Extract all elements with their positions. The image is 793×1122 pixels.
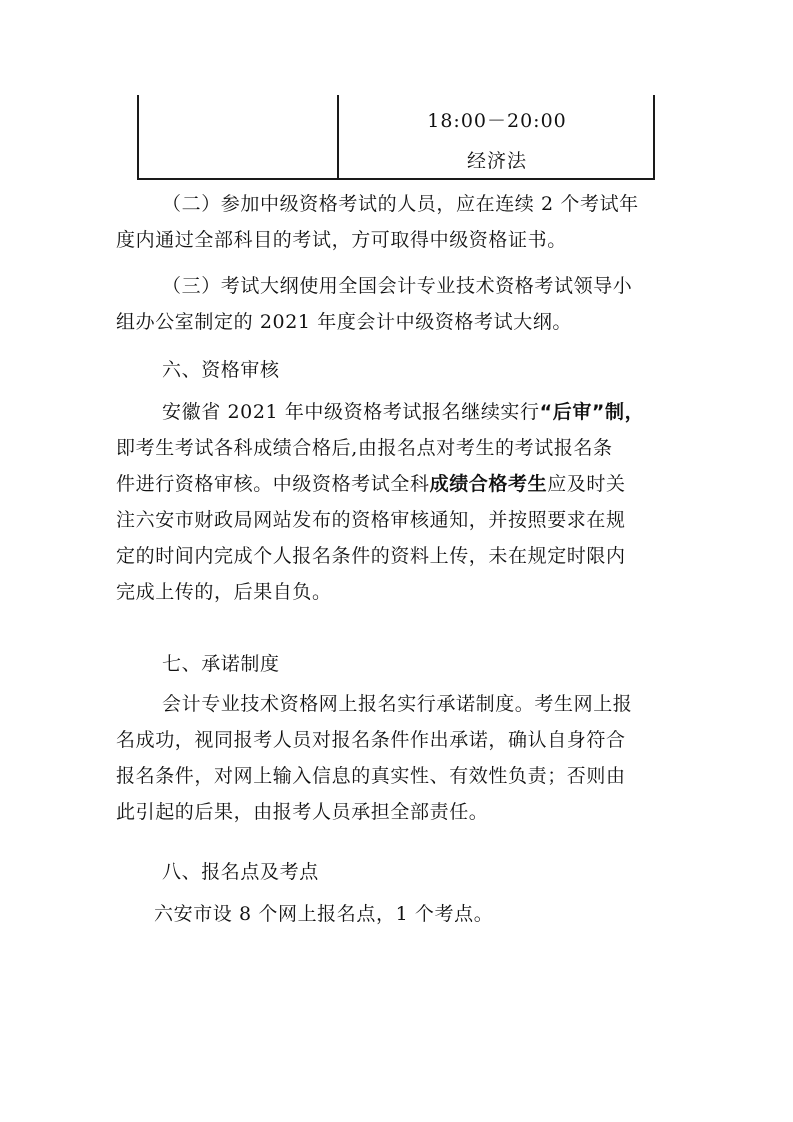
paragraph-3 [116, 268, 632, 340]
section-heading-7: 七、承诺制度 [162, 653, 280, 675]
section-heading-6: 六、资格审核 [162, 359, 280, 381]
paragraph-8: 六安市设 8 个网上报名点，1 个考点。 [154, 903, 494, 925]
paragraph-2 [116, 186, 639, 258]
paragraph-line: 名成功，视同报考人员对报名条件作出承诺，确认自身符合 [116, 729, 626, 751]
paragraph-line: 完成上传的，后果自负。 [116, 581, 332, 603]
paragraph-line: 定的时间内完成个人报名条件的资料上传，未在规定时限内 [116, 545, 626, 567]
emphasis-post-review: “后审”制， [539, 401, 645, 423]
paragraph-line: 组办公室制定的 2021 年度会计中级资格考试大纲。 [116, 311, 573, 333]
table-bottom-border [137, 178, 655, 180]
paragraph-line: （二）参加中级资格考试的人员，应在连续 2 个考试年 [162, 193, 639, 215]
section-heading-8: 八、报名点及考点 [162, 861, 319, 883]
emphasis-qualified-candidates: 成绩合格考生 [429, 473, 548, 495]
paragraph-line: 即考生考试各科成绩合格后,由报名点对考生的考试报名条 [116, 437, 613, 459]
paragraph-line: 注六安市财政局网站发布的资格审核通知，并按照要求在规 [116, 509, 626, 531]
paragraph-line: 安徽省 2021 年中级资格考试报名继续实行“后审”制， [162, 401, 645, 423]
table-left-border [137, 95, 139, 180]
paragraph-line: 件进行资格审核。中级资格考试全科成绩合格考生应及时关 [116, 473, 626, 495]
paragraph-line: 会计专业技术资格网上报名实行承诺制度。考生网上报 [162, 693, 633, 715]
paragraph-line: 度内通过全部科目的考试，方可取得中级资格证书。 [116, 229, 567, 251]
paragraph-line: 此引起的后果，由报考人员承担全部责任。 [116, 801, 489, 823]
table-cell-subject: 经济法 [466, 150, 527, 172]
paragraph-6 [116, 394, 644, 610]
paragraph-line: （三）考试大纲使用全国会计专业技术资格考试领导小 [162, 275, 633, 297]
paragraph-7 [116, 686, 632, 830]
table-cell-time: 18:00－20:00 [427, 110, 567, 132]
paragraph-line: 报名条件，对网上输入信息的真实性、有效性负责；否则由 [116, 765, 626, 787]
